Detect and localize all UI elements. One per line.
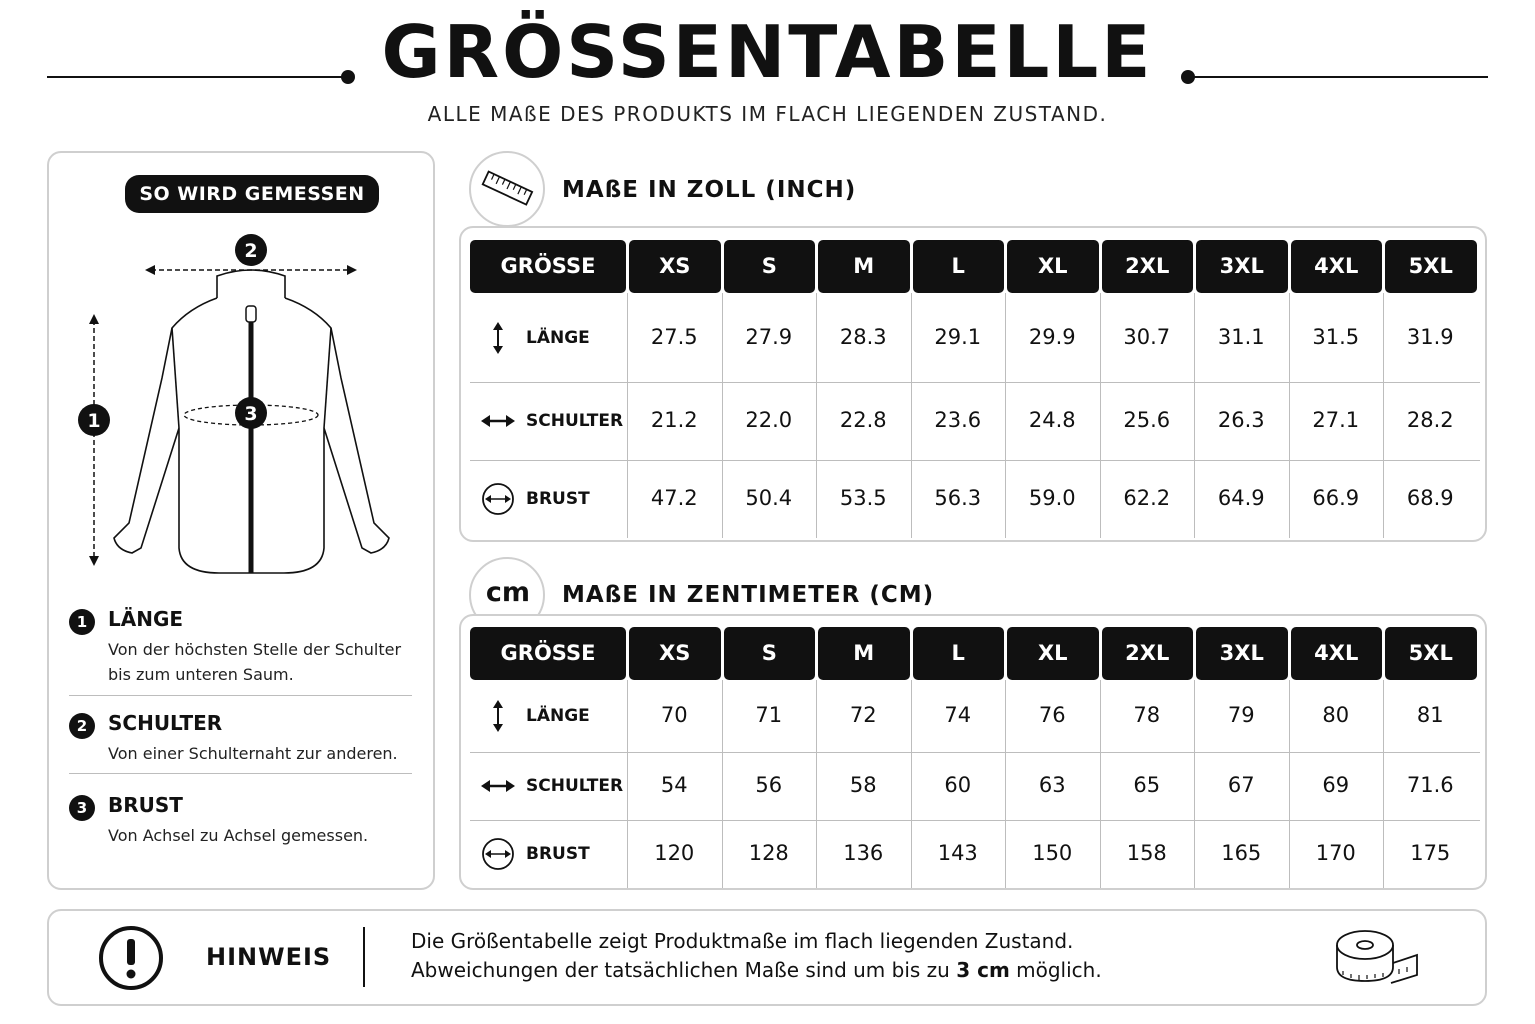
legend-description-line: bis zum unteren Saum. bbox=[108, 665, 294, 684]
table-cell: 74 bbox=[944, 703, 972, 727]
table-cell: 50.4 bbox=[745, 486, 793, 510]
inch-section-title: MAßE IN ZOLL (INCH) bbox=[562, 177, 857, 203]
row-divider bbox=[470, 752, 1480, 753]
column-header-4xl: 4XL bbox=[1291, 240, 1383, 293]
column-header-5xl: 5XL bbox=[1385, 627, 1477, 680]
legend-description-line: Von Achsel zu Achsel gemessen. bbox=[108, 826, 369, 845]
table-cell: 47.2 bbox=[650, 486, 698, 510]
vertical-arrow-icon bbox=[480, 698, 516, 734]
column-header-3xl: 3XL bbox=[1196, 627, 1288, 680]
header-dot-right bbox=[1181, 70, 1195, 84]
column-header-l: L bbox=[913, 240, 1005, 293]
table-cell: 29.1 bbox=[934, 324, 982, 349]
note-tolerance-value: 3 cm bbox=[956, 958, 1010, 982]
column-header-l: L bbox=[913, 627, 1005, 680]
legend-number: 3 bbox=[69, 795, 95, 821]
table-cell: 81 bbox=[1416, 703, 1444, 727]
table-cell: 26.3 bbox=[1217, 408, 1265, 432]
note-divider bbox=[363, 927, 365, 987]
marker-3 bbox=[235, 397, 267, 429]
row-label-schulter bbox=[480, 768, 630, 804]
table-cell: 62.2 bbox=[1123, 486, 1171, 510]
table-cell: 56.3 bbox=[934, 486, 982, 510]
row-divider bbox=[470, 820, 1480, 821]
legend-title: LÄNGE bbox=[108, 607, 184, 631]
table-cell: 150 bbox=[1032, 841, 1073, 865]
table-cell: 31.5 bbox=[1312, 324, 1360, 349]
table-cell: 79 bbox=[1227, 703, 1255, 727]
row-label-länge bbox=[480, 320, 630, 356]
svg-text:1: 1 bbox=[87, 410, 101, 432]
table-cell: 128 bbox=[748, 841, 789, 865]
note-label: HINWEIS bbox=[206, 943, 332, 971]
inch-table-grid bbox=[470, 240, 1480, 538]
row-divider bbox=[470, 382, 1480, 383]
table-cell: 21.2 bbox=[650, 408, 698, 432]
table-cell: 60 bbox=[944, 773, 972, 797]
chest-circle-icon bbox=[480, 481, 516, 517]
measuring-tape-icon bbox=[1333, 927, 1423, 989]
table-cell: 78 bbox=[1133, 703, 1161, 727]
table-cell: 31.1 bbox=[1217, 324, 1265, 349]
cm-size-table bbox=[459, 614, 1487, 890]
table-cell: 69 bbox=[1322, 773, 1350, 797]
header-rule-right bbox=[1188, 76, 1488, 78]
legend-description bbox=[108, 741, 428, 766]
column-header-s: S bbox=[724, 240, 816, 293]
column-header-2xl: 2XL bbox=[1102, 240, 1194, 293]
table-cell: 136 bbox=[843, 841, 884, 865]
table-cell: 170 bbox=[1315, 841, 1356, 865]
row-divider bbox=[470, 460, 1480, 461]
legend-title: BRUST bbox=[108, 793, 183, 817]
table-cell: 66.9 bbox=[1312, 486, 1360, 510]
row-label-brust bbox=[480, 481, 630, 517]
column-header-m: M bbox=[818, 240, 910, 293]
table-cell: 29.9 bbox=[1028, 324, 1076, 349]
cm-section-title: MAßE IN ZENTIMETER (CM) bbox=[562, 582, 935, 608]
jacket-diagram bbox=[69, 228, 409, 588]
table-cell: 71.6 bbox=[1406, 773, 1454, 797]
measuring-guide-heading: SO WIRD GEMESSEN bbox=[125, 175, 379, 213]
table-cell: 70 bbox=[660, 703, 688, 727]
note-text bbox=[411, 927, 1271, 985]
table-cell: 27.5 bbox=[650, 324, 698, 349]
legend-number: 1 bbox=[69, 609, 95, 635]
row-label-brust bbox=[480, 836, 630, 872]
table-cell: 165 bbox=[1221, 841, 1262, 865]
marker-1 bbox=[78, 404, 110, 436]
legend-description bbox=[108, 823, 428, 848]
row-label-text: LÄNGE bbox=[526, 327, 590, 348]
table-cell: 28.2 bbox=[1406, 408, 1454, 432]
table-cell: 76 bbox=[1038, 703, 1066, 727]
row-label-text: LÄNGE bbox=[526, 706, 590, 726]
table-cell: 53.5 bbox=[839, 486, 887, 510]
row-label-text: BRUST bbox=[526, 844, 590, 864]
marker-2 bbox=[235, 234, 267, 266]
svg-text:2: 2 bbox=[244, 240, 258, 262]
table-cell: 23.6 bbox=[934, 408, 982, 432]
column-header-s: S bbox=[724, 627, 816, 680]
column-header-5xl: 5XL bbox=[1385, 240, 1477, 293]
note-line-2-suffix: möglich. bbox=[1009, 958, 1102, 982]
table-cell: 54 bbox=[660, 773, 688, 797]
table-cell: 64.9 bbox=[1217, 486, 1265, 510]
legend-description bbox=[108, 637, 428, 687]
table-cell: 175 bbox=[1410, 841, 1451, 865]
note-line-1: Die Größentabelle zeigt Produktmaße im flach liegenden Zustand. bbox=[411, 929, 1074, 953]
row-label-schulter bbox=[480, 403, 630, 439]
note-panel bbox=[47, 909, 1487, 1006]
row-label-text: BRUST bbox=[526, 489, 590, 509]
page-title: GRÖSSENTABELLE bbox=[381, 10, 1154, 94]
column-header-3xl: 3XL bbox=[1196, 240, 1288, 293]
table-cell: 67 bbox=[1227, 773, 1255, 797]
horizontal-arrow-icon bbox=[480, 768, 516, 804]
note-line-2-text: Abweichungen der tatsächlichen Maße sind um bis zu bbox=[411, 958, 957, 982]
page-header bbox=[0, 0, 1535, 140]
legend-divider bbox=[69, 773, 412, 774]
exclamation-icon bbox=[98, 925, 164, 991]
page-subtitle: ALLE MAßE DES PRODUKTS IM FLACH LIEGENDEN ZUSTAND. bbox=[427, 102, 1108, 126]
table-cell: 68.9 bbox=[1406, 486, 1454, 510]
table-cell: 80 bbox=[1322, 703, 1350, 727]
column-header-size: GRÖSSE bbox=[470, 627, 626, 680]
table-cell: 120 bbox=[654, 841, 695, 865]
row-label-text: SCHULTER bbox=[526, 776, 624, 796]
column-header-size: GRÖSSE bbox=[470, 240, 626, 293]
column-header-xs: XS bbox=[629, 627, 721, 680]
horizontal-arrow-icon bbox=[480, 403, 516, 439]
table-cell: 143 bbox=[937, 841, 978, 865]
table-cell: 25.6 bbox=[1123, 408, 1171, 432]
vertical-arrow-icon bbox=[480, 320, 516, 356]
table-cell: 28.3 bbox=[839, 324, 887, 349]
table-cell: 58 bbox=[849, 773, 877, 797]
measuring-guide-panel bbox=[47, 151, 435, 890]
table-cell: 56 bbox=[755, 773, 783, 797]
legend-description-line: Von einer Schulternaht zur anderen. bbox=[108, 744, 398, 763]
cm-badge-label: cm bbox=[485, 577, 531, 608]
table-cell: 24.8 bbox=[1028, 408, 1076, 432]
row-label-text: SCHULTER bbox=[526, 411, 624, 431]
table-cell: 22.8 bbox=[839, 408, 887, 432]
table-cell: 72 bbox=[849, 703, 877, 727]
table-cell: 59.0 bbox=[1028, 486, 1076, 510]
column-header-xl: XL bbox=[1007, 240, 1099, 293]
table-cell: 65 bbox=[1133, 773, 1161, 797]
legend-title: SCHULTER bbox=[108, 711, 223, 735]
column-header-2xl: 2XL bbox=[1102, 627, 1194, 680]
cm-table-grid bbox=[470, 627, 1480, 888]
note-line-2 bbox=[411, 956, 1271, 985]
table-cell: 27.1 bbox=[1312, 408, 1360, 432]
svg-text:3: 3 bbox=[244, 403, 258, 425]
column-header-4xl: 4XL bbox=[1291, 627, 1383, 680]
ruler-icon bbox=[469, 151, 545, 227]
column-header-xs: XS bbox=[629, 240, 721, 293]
table-cell: 30.7 bbox=[1123, 324, 1171, 349]
chest-circle-icon bbox=[480, 836, 516, 872]
column-header-xl: XL bbox=[1007, 627, 1099, 680]
row-label-länge bbox=[480, 698, 630, 734]
inch-size-table bbox=[459, 226, 1487, 542]
table-cell: 158 bbox=[1126, 841, 1167, 865]
table-cell: 27.9 bbox=[745, 324, 793, 349]
column-header-m: M bbox=[818, 627, 910, 680]
table-cell: 31.9 bbox=[1406, 324, 1454, 349]
legend-divider bbox=[69, 695, 412, 696]
legend-description-line: Von der höchsten Stelle der Schulter bbox=[108, 640, 402, 659]
table-cell: 71 bbox=[755, 703, 783, 727]
table-cell: 63 bbox=[1038, 773, 1066, 797]
table-cell: 22.0 bbox=[745, 408, 793, 432]
legend-number: 2 bbox=[69, 713, 95, 739]
